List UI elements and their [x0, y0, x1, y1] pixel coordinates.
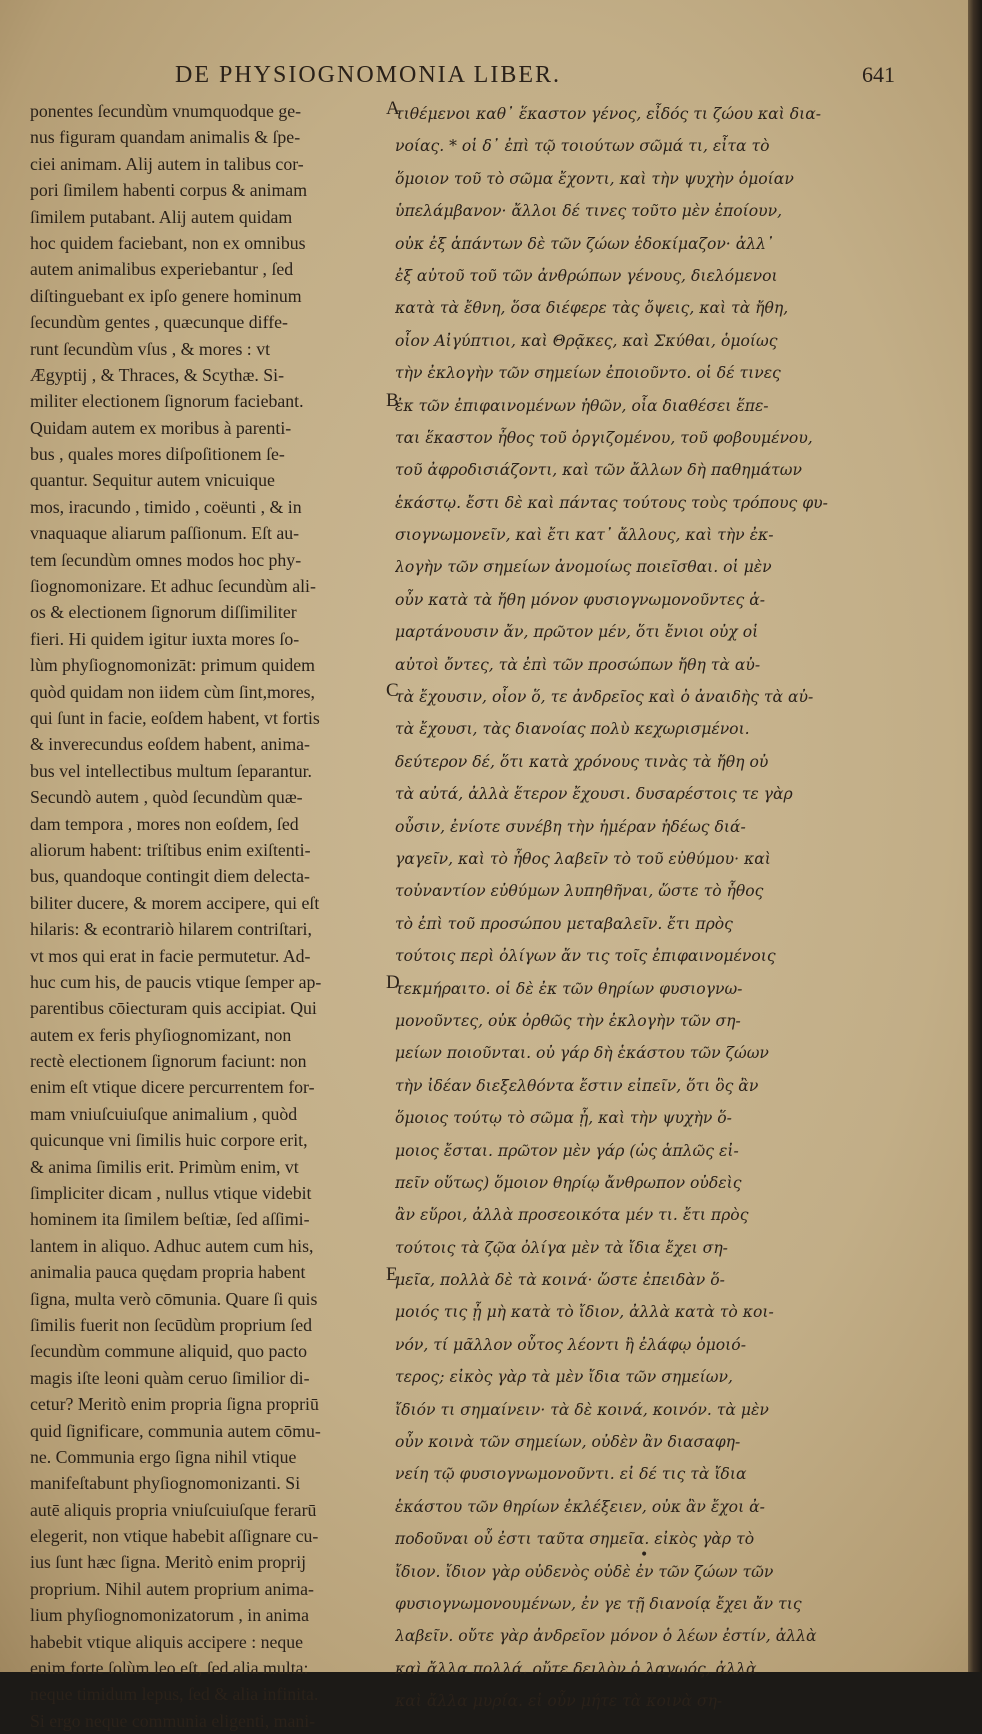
greek-text-line: τὴν ἐκλογὴν τῶν σημείων ἐποιοῦντο. οἱ δέ τινες — [395, 364, 781, 383]
greek-text-line: αὐτοὶ ὄντες, τὰ ἐπὶ τῶν προσώπων ἤθη τὰ αὐ- — [395, 655, 761, 674]
signature-mark: • — [640, 1547, 649, 1563]
book-spine-edge — [968, 0, 982, 1672]
latin-text-line: bus, quandoque contingit diem delecta- — [30, 866, 310, 887]
greek-text-line: τούτοις τὰ ζῷα ὀλίγα μὲν τὰ ἴδια ἔχει ση- — [395, 1238, 728, 1257]
greek-text-line: ἴδιόν τι σημαίνειν· τὰ δὲ κοινά, κοινόν. τὰ μὲν — [395, 1400, 769, 1419]
latin-text-line: elegerit, non vtique habebit aſſignare cu- — [30, 1526, 319, 1547]
greek-text-line: ἑκάστῳ. ἔστι δὲ καὶ πάντας τούτους τοὺς τρόπους φυ- — [395, 493, 828, 512]
greek-text-line: τιθέμενοι καθ᾽ ἕκαστον γένος, εἶδός τι ζώου καὶ δια- — [395, 105, 822, 123]
latin-text-line: dam tempora , mores non eoſdem, ſed — [30, 813, 299, 834]
latin-text-line: lùm phyſiognomonizāt: primum quidem — [30, 655, 315, 676]
greek-text-line: ὅμοιος τούτῳ τὸ σῶμα ᾖ, καὶ τὴν ψυχὴν ὅ- — [395, 1109, 732, 1128]
latin-text-line: vnaquaque aliarum paſſionum. Eſt au- — [30, 523, 300, 544]
greek-text-line: μεῖα, πολλὰ δὲ τὰ κοινά· ὥστε ἐπειδὰν ὅ- — [395, 1271, 725, 1290]
greek-column — [395, 98, 940, 1718]
latin-text-line: pori ſimilem habenti corpus & animam — [30, 180, 308, 201]
latin-text-line: Secundò autem , quòd ſecundùm quæ- — [30, 787, 303, 808]
greek-text-line: πεῖν οὕτως) ὅμοιον θηρίῳ ἄνθρωπον οὐδεὶς — [395, 1173, 742, 1192]
greek-text-line: τεκμήραιτο. οἱ δὲ ἐκ τῶν θηρίων φυσιογνω- — [395, 979, 743, 998]
latin-text-line: aliorum habent: triſtibus enim exiſtenti- — [30, 839, 311, 860]
latin-text-line: huc cum his, de paucis vtique ſemper ap- — [30, 971, 322, 992]
greek-text-line: ὑπελάμβανον· ἄλλοι δέ τινες τοῦτο μὲν ἐποίουν, — [395, 202, 783, 221]
greek-text-line: λογὴν τῶν σημείων ἀνομοίως ποιεῖσθαι. οἱ μὲν — [395, 558, 772, 577]
latin-text-line: qui ſunt in facie, eoſdem habent, vt fortis — [30, 707, 320, 728]
latin-text-line: habebit vtique aliquis accipere : neque — [30, 1631, 304, 1652]
greek-text-line: ἴδιον. ἴδιον γὰρ οὐδενὸς οὐδὲ ἐν τῶν ζώων τῶν — [395, 1562, 774, 1581]
latin-text-line: proprium. Nihil autem proprium anima- — [30, 1578, 314, 1599]
latin-text-line: hominem ita ſimilem beſtiæ, ſed aſſimi- — [30, 1209, 310, 1230]
greek-text-line: τούτοις περὶ ὀλίγων ἄν τις τοῖς ἐπιφαινομένοις — [395, 947, 776, 966]
latin-text-line: Si ergo neque communia eligenti, mani- — [30, 1710, 316, 1731]
margin-letter-c: C — [386, 680, 399, 701]
latin-text-line: ius ſunt hæc ſigna. Meritò enim proprij — [30, 1552, 307, 1573]
greek-text-line: νοίας. * οἱ δ᾽ ἐπὶ τῷ τοιούτων σῶμά τι, εἶτα τὸ — [395, 137, 770, 156]
greek-text-line: ἐκ τῶν ἐπιφαινομένων ἠθῶν, οἷα διαθέσει ἕπε- — [395, 396, 769, 415]
greek-text-line: οἷον Αἰγύπτιοι, καὶ Θρᾷκες, καὶ Σκύθαι, ὁμοίως — [395, 331, 778, 350]
greek-text-line: οὐκ ἐξ ἁπάντων δὲ τῶν ζώων ἐδοκίμαζον· ἀλλ᾽ — [395, 234, 774, 253]
greek-text-line: τὴν ἰδέαν διεξελθόντα ἔστιν εἰπεῖν, ὅτι ὃς ἂν — [395, 1076, 759, 1095]
greek-text-line: τὰ αὐτά, ἀλλὰ ἕτερον ἔχουσι. δυσαρέστοις τε γὰρ — [395, 785, 793, 804]
greek-text-line: καὶ ἄλλα μυρία. εἰ οὖν μήτε τὰ κοινὰ ση- — [395, 1692, 723, 1711]
latin-text-line: autem animalibus experiebantur , ſed — [30, 259, 294, 280]
greek-text-line: γαγεῖν, καὶ τὸ ἦθος λαβεῖν τὸ τοῦ εὐθύμου· καὶ — [395, 849, 771, 868]
latin-text-line: militer electionem ſignorum faciebant. — [30, 391, 304, 412]
greek-text-line: μονοῦντες, οὐκ ὀρθῶς τὴν ἐκλογὴν τῶν ση- — [395, 1011, 741, 1030]
latin-text-line: enim eſt vtique dicere percurrentem for- — [30, 1077, 315, 1098]
latin-text-line: ponentes ſecundùm vnumquodque ge- — [30, 101, 302, 121]
greek-text-line: ὅμοιον τοῦ τὸ σῶμα ἔχοντι, καὶ τὴν ψυχὴν ὁμοίαν — [395, 169, 794, 188]
page-number: 641 — [862, 62, 895, 87]
latin-text-line: ſecundùm gentes , quæcunque diffe- — [30, 312, 288, 333]
latin-text-line: cetur? Meritò enim propria ſigna propriū — [30, 1394, 319, 1415]
greek-text-line: μοιός τις ᾖ μὴ κατὰ τὸ ἴδιον, ἀλλὰ κατὰ τὸ κοι- — [395, 1303, 774, 1322]
latin-text-line: enim forte ſolùm leo eſt, ſed alia multa: — [30, 1658, 309, 1679]
greek-text-line: τὰ ἔχουσι, τὰς διανοίας πολὺ κεχωρισμένοι. — [395, 720, 750, 739]
latin-text-line: hoc quidem faciebant, non ex omnibus — [30, 232, 306, 253]
latin-text-line: & anima ſimilis erit. Primùm enim, vt — [30, 1156, 299, 1177]
latin-text-line: quid ſignificare, communia autem cōmu- — [30, 1420, 321, 1441]
greek-text-line: κατὰ τὰ ἔθνη, ὅσα διέφερε τὰς ὄψεις, καὶ τὰ ἤθη, — [395, 299, 789, 318]
latin-text-line: mos, iracundo , timido , coëunti , & in — [30, 496, 302, 517]
latin-text-line: Ægyptij , & Thraces, & Scythæ. Si- — [30, 364, 285, 385]
latin-text-line: & inverecundus eoſdem habent, anima- — [30, 734, 310, 755]
latin-text-line: autē aliquis propria vniuſcuiuſque ferarū — [30, 1499, 317, 1520]
greek-text-line: τερος; εἰκὸς γὰρ τὰ μὲν ἴδια τῶν σημείων, — [395, 1368, 733, 1387]
greek-text-line: οὖν κατὰ τὰ ἤθη μόνον φυσιογνωμονοῦντες ἁ- — [395, 590, 766, 609]
greek-text-line: τὰ ἔχουσιν, οἷον ὅ, τε ἀνδρεῖος καὶ ὁ ἀναιδὴς τὰ αὐ- — [395, 688, 814, 707]
latin-text-line: lium phyſiognomonizatorum , in anima — [30, 1605, 310, 1626]
latin-text-line: animalia pauca quędam propria habent — [30, 1262, 306, 1283]
greek-text-line: δεύτερον δέ, ὅτι κατὰ χρόνους τινὰς τὰ ἤθη οὐ — [395, 752, 769, 771]
latin-text-line: ſigna, multa verò cōmunia. Quare ſi quis — [30, 1288, 318, 1309]
greek-text-line: μοιος ἔσται. πρῶτον μὲν γάρ (ὡς ἁπλῶς εἰ- — [395, 1141, 739, 1160]
greek-text-line: λαβεῖν. οὔτε γὰρ ἀνδρεῖον μόνον ὁ λέων ἐστίν, ἀλλὰ — [395, 1627, 817, 1646]
margin-letter-e: E — [386, 1264, 398, 1285]
latin-text-line: biliter ducere, & morem accipere, qui eſt — [30, 892, 320, 913]
greek-text-line: ται ἕκαστον ἦθος τοῦ ὀργιζομένου, τοῦ φοβουμένου, — [395, 428, 813, 447]
latin-text-line: ſecundùm commune aliquid, quo pacto — [30, 1341, 308, 1362]
running-head — [175, 62, 895, 92]
greek-text-line: ἐξ αὐτοῦ τοῦ τῶν ἀνθρώπων γένους, διελόμενοι — [395, 266, 778, 285]
latin-text-line: os & electionem ſignorum diſſimiliter — [30, 602, 297, 623]
greek-text-line: καὶ ἄλλα πολλά. οὔτε δειλὸν ὁ λαγωός, ἀλλὰ — [395, 1659, 757, 1678]
latin-text-line: manifeſtabunt phyſiognomonizanti. Si — [30, 1473, 301, 1494]
latin-text-line: quantur. Sequitur autem vnicuique — [30, 470, 275, 491]
greek-text-line: σιογνωμονεῖν, καὶ ἔτι κατ᾽ ἄλλους, καὶ τὴν ἐκ- — [395, 526, 774, 545]
latin-text-line: nus figuram quandam animalis & ſpe- — [30, 127, 301, 148]
latin-text-line: quòd quidam non iidem cùm ſint,mores, — [30, 681, 315, 702]
latin-text-line: ſimpliciter dicam , nullus vtique videbit — [30, 1183, 312, 1204]
latin-text-line: rectè electionem ſignorum faciunt: non — [30, 1051, 307, 1072]
greek-text-line: οὖν κοινὰ τῶν σημείων, οὐδὲν ἂν διασαφη- — [395, 1433, 741, 1452]
greek-text-line: μαρτάνουσιν ἄν, πρῶτον μέν, ὅτι ἔνιοι οὐχ οἱ — [395, 623, 759, 642]
latin-text-line: ſimilis fuerit non ſecūdùm proprium ſed — [30, 1314, 312, 1335]
greek-text-line: τοὐναντίον εὐθύμων λυπηθῆναι, ὥστε τὸ ἦθος — [395, 882, 764, 901]
latin-text-line: neque timidum lepus, ſed & alia infinita. — [30, 1684, 319, 1705]
greek-text-line: οὖσιν, ἐνίοτε συνέβη τὴν ἡμέραν ἡδέως διά- — [395, 817, 746, 836]
latin-text-line: lantem in aliquo. Adhuc autem cum his, — [30, 1235, 314, 1256]
latin-text-line: vt mos qui erat in facie permutetur. Ad- — [30, 945, 311, 966]
greek-text-line: τὸ ἐπὶ τοῦ προσώπου μεταβαλεῖν. ἔτι πρὸς — [395, 914, 733, 933]
latin-text-line: fieri. Hi quidem igitur iuxta mores ſo- — [30, 628, 300, 649]
margin-letter-a: A — [386, 98, 400, 119]
running-title: DE PHYSIOGNOMONIA LIBER. — [175, 62, 562, 88]
greek-text-line: φυσιογνωμονουμένων, ἐν γε τῇ διανοίᾳ ἔχει ἄν τις — [395, 1594, 802, 1613]
latin-text-line: hilaris: & econtrariò hilarem contriſtari, — [30, 919, 312, 940]
latin-text-line: runt ſecundùm vſus , & mores : vt — [30, 338, 271, 359]
greek-text-line: νόν, τί μᾶλλον οὗτος λέοντι ἢ ἐλάφῳ ὁμοιό- — [395, 1335, 746, 1354]
greek-text-line: ἂν εὕροι, ἀλλὰ προσεοικότα μέν τι. ἔτι πρὸς — [395, 1206, 749, 1225]
latin-text-line: magis iſte leoni quàm ceruo ſimilior di- — [30, 1367, 310, 1388]
greek-text-line: ἑκάστου τῶν θηρίων ἐκλέξειεν, οὐκ ἂν ἔχοι ἀ- — [395, 1497, 765, 1516]
latin-text-line: bus , quales mores diſpoſitionem ſe- — [30, 444, 285, 465]
latin-text-line: ſiognomonizare. Et adhuc ſecundùm ali- — [30, 576, 316, 597]
greek-text-line: τοῦ ἀφροδισιάζοντι, καὶ τῶν ἄλλων δὴ παθημάτων — [395, 461, 802, 480]
latin-text-line: parentibus cōiecturam quis accipiat. Qui — [30, 998, 317, 1019]
latin-text-line: mam vniuſcuiuſque animalium , quòd — [30, 1103, 298, 1124]
latin-text-line: ſimilem putabant. Alij autem quidam — [30, 206, 293, 227]
latin-text-line: ne. Communia ergo ſigna nihil vtique — [30, 1446, 297, 1467]
greek-text-line: ποδοῦναι οὗ ἐστι ταῦτα σημεῖα. εἰκὸς γὰρ τὸ — [395, 1530, 755, 1549]
latin-text-line: quicunque vni ſimilis huic corpore erit, — [30, 1130, 308, 1151]
latin-text-line: autem ex feris phyſiognomizant, non — [30, 1024, 292, 1045]
latin-text-line: ciei animam. Alij autem in talibus cor- — [30, 153, 304, 174]
latin-column — [30, 98, 388, 1734]
latin-text-line: Quidam autem ex moribus à parenti- — [30, 417, 292, 438]
latin-text-line: diſtinguebant ex ipſo genere hominum — [30, 285, 302, 306]
margin-letter-b: B — [386, 390, 399, 411]
margin-letter-d: D — [386, 972, 400, 993]
latin-text-line: tem ſecundùm omnes modos hoc phy- — [30, 549, 302, 570]
greek-text-line: νείη τῷ φυσιογνωμονοῦντι. εἰ δέ τις τὰ ἴδια — [395, 1465, 747, 1484]
greek-text-line: μείων ποιοῦνται. οὐ γάρ δὴ ἑκάστου τῶν ζώων — [395, 1044, 769, 1063]
latin-text-line: bus vel intellectibus multum ſeparantur. — [30, 760, 312, 781]
